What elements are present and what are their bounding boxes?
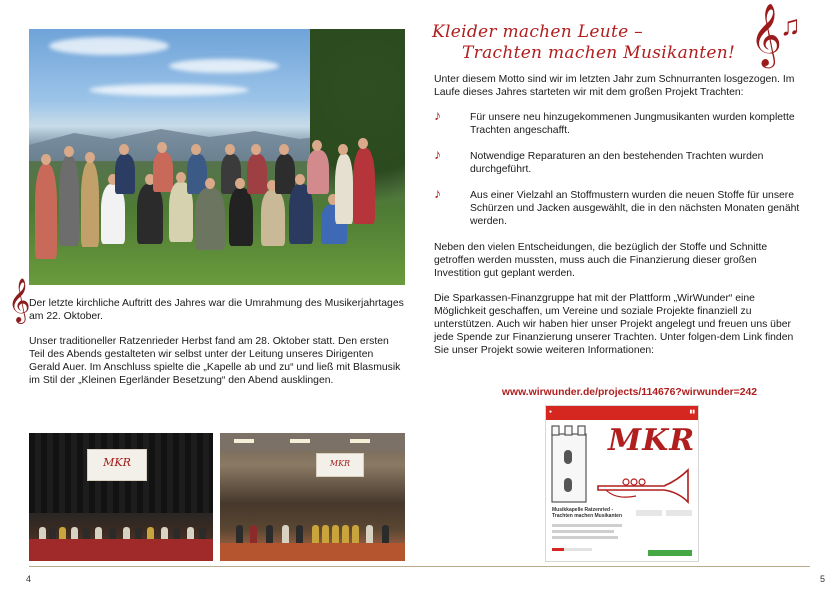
webshot-project-title: Musikkapelle Ratzenried - Trachten machen Musikanten <box>552 507 623 519</box>
list-item <box>434 146 806 176</box>
hall-musicians <box>226 519 399 543</box>
donate-button[interactable] <box>648 550 692 556</box>
right-article-text <box>434 73 806 369</box>
paragraph-musikerjahrtag: Der letzte kirchliche Auftritt des Jahres war die Umrahmung des Musikerjahrtages am 22. Oktober. <box>29 298 404 322</box>
page-number-left: 4 <box>26 574 32 584</box>
concert-photo-hall <box>220 433 405 561</box>
music-note-icon: ♪ <box>434 146 441 162</box>
wirwunder-screenshot <box>545 405 699 562</box>
project-bullets <box>434 107 806 228</box>
list-item <box>434 185 806 228</box>
stage-banner: MKR <box>87 449 147 481</box>
bullet-text: Notwendige Reparaturen an den bestehenden Trachten wurden durchgeführt. <box>470 151 764 175</box>
hall-banner: MKR <box>316 453 364 477</box>
treble-clef-icon: 𝄞 <box>8 278 31 322</box>
logo-text: MKR <box>608 423 696 458</box>
right-page <box>420 0 839 595</box>
hall-floor <box>220 543 405 561</box>
music-note-icon: ♪ <box>434 107 441 123</box>
photo-cloud <box>49 37 169 55</box>
paragraph-herbst: Unser traditioneller Ratzenrieder Herbst fand am 28. Oktober statt. Den ersten Teil des Abends gestalteten wir selbst unter der Leitung unseres Dirigenten Gerald Auer. Im Anschluss spielte die „Kapelle ab und zu“ und ließ mit Blasmusik im Stil der „Kleinen Egerländer Besetzung“ den Abend ausklingen. <box>29 336 401 386</box>
financing-paragraph: Neben den vielen Entscheidungen, die bezüglich der Stoffe und Schnitte getroffen werden mussten, muss auch die Finanzierung dieser großen Investition gut geplant werden. <box>434 242 768 279</box>
funding-progress-fill <box>552 548 564 551</box>
funding-progress-bar <box>552 548 592 551</box>
bullet-text: Für unsere neu hinzugekommenen Jungmusikanten wurden komplette Trachten angeschafft. <box>470 112 795 136</box>
double-note-icon: ♫ <box>780 10 801 41</box>
concert-photo-stage <box>29 433 213 561</box>
page-title <box>432 22 762 64</box>
photo-cloud <box>89 84 249 96</box>
treble-clef-icon: 𝄞 <box>750 3 782 66</box>
music-notes-icon <box>750 3 820 68</box>
project-link[interactable]: www.wirwunder.de/projects/114676?wirwunder=242 <box>501 387 758 398</box>
title-line-2: Trachten machen Musikanten! <box>462 43 736 63</box>
bullet-text: Aus einer Vielzahl an Stoffmustern wurden die neuen Stoffe für unsere Schürzen und Jacken ausgewählt, die in den nächsten Monaten genäht werden. <box>470 190 800 227</box>
wirwunder-paragraph: Die Sparkassen-Finanzgruppe hat mit der Plattform „WirWunder“ eine Möglichkeit geschaffen, um Vereine und soziale Projekte finanziell zu unterstützen. Auch wir haben hier unser Projekt angelegt und freuen uns über jede Spende zur Finanzierung unserer Trachten. Unter folgen-dem Link finden Sie unser Projekt sowie weiteren Informationen: <box>434 293 794 356</box>
mkr-logo <box>546 420 698 506</box>
stage-front <box>29 539 213 561</box>
left-article-text <box>29 297 405 399</box>
webshot-header: ● ▮▮ <box>546 406 698 420</box>
music-note-icon: ♪ <box>434 185 441 201</box>
photo-people <box>35 144 375 264</box>
page-number-right: 5 <box>819 574 825 584</box>
title-line-1: Kleider machen Leute – <box>432 22 643 42</box>
group-photo <box>29 29 405 285</box>
photo-cloud <box>169 59 279 73</box>
list-item <box>434 107 806 137</box>
intro-paragraph: Unter diesem Motto sind wir im letzten Jahr zum Schnurranten losgezogen. Im Laufe dieses Jahres starteten wir mit dem großen Projekt Trachten: <box>434 74 795 98</box>
